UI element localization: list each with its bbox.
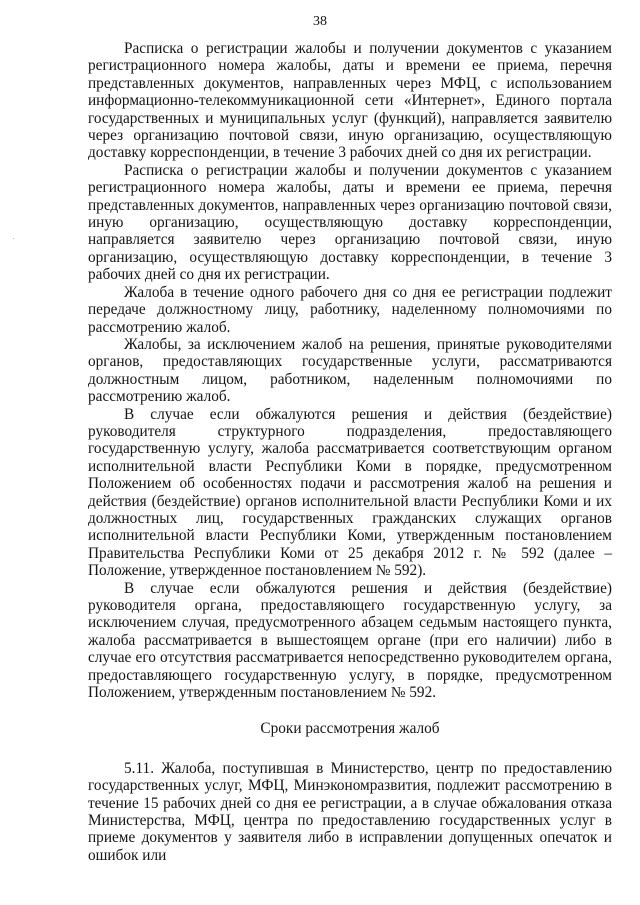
paragraph-5-11: 5.11. Жалоба, поступившая в Министерство, центр по предоставлению государственных услуг, МФЦ, Минэкономразвития, подлежит рассмотрению в течение 15 рабочих дней со дня ее регистрации, а в случае обжалования отказа Министерства, МФЦ, центра по предоставлению государственных услуг в приеме документов у заявителя либо в исправлении допущенных опечаток и ошибок или <box>88 759 612 864</box>
page-number: 38 <box>313 14 327 29</box>
document-body <box>88 40 612 864</box>
paragraph-receipt-mfc: Расписка о регистрации жалобы и получении документов с указанием регистрационного номера жалобы, даты и времени ее приема, перечня представленных документов, направленных через МФЦ, с использованием информационно-телекоммуникационной сети «Интернет», Единого портала государственных и муниципальных услуг (функций), направляется заявителю через организацию почтовой связи, иную организацию, осуществляющую доставку корреспонденции, в течение 3 рабочих дней со дня их регистрации. <box>88 40 612 162</box>
paragraph-complaints-review: Жалобы, за исключением жалоб на решения, принятые руководителями органов, предоставляющих государственные услуги, рассматриваются должностным лицом, работником, наделенным полномочиями по рассмотрению жалоб. <box>88 335 612 406</box>
paragraph-receipt-postal: Расписка о регистрации жалобы и получении документов с указанием регистрационного номера жалобы, даты и времени ее приема, перечня представленных документов, направленных через организацию почтовой связи, иную организацию, осуществляющую доставку корреспонденции, направляется заявителю через организацию почтовой связи, иную организацию, осуществляющую доставку корреспонденции, в течение 3 рабочих дней со дня их регистрации. <box>88 161 612 284</box>
paragraph-transfer-official: Жалоба в течение одного рабочего дня со дня ее регистрации подлежит передаче должностному лицу, работнику, наделенному полномочиями по рассмотрению жалоб. <box>88 283 612 336</box>
paragraph-structural-unit: В случае если обжалуются решения и действия (бездействие) руководителя структурного подразделения, предоставляющего государственную услугу, жалоба рассматривается соответствующим органом исполнительной власти Республики Коми в порядке, предусмотренном Положением об особенностях подачи и рассмотрения жалоб на решения и действия (бездействие) органов исполнительной власти Республики Коми и их должностных лиц, государственных гражданских служащих органов исполнительной власти Республики Коми, утвержденным постановлением Правительства Республики Коми от 25 декабря 2012 г. № 592 (далее – Положение, утвержденное постановлением № 592). <box>88 405 612 580</box>
paragraph-head-of-body: В случае если обжалуются решения и действия (бездействие) руководителя органа, предоставляющего государственную услугу, за исключением случая, предусмотренного абзацем седьмым настоящего пункта, жалоба рассматривается в вышестоящем органе (при его наличии) либо в случае его отсутствия рассматривается непосредственно руководителем органа, предоставляющего государственную услугу, в порядке, предусмотренном Положением, утвержденным постановлением № 592. <box>88 579 612 702</box>
section-heading: Сроки рассмотрения жалоб <box>260 720 440 738</box>
scan-speck <box>13 238 14 239</box>
